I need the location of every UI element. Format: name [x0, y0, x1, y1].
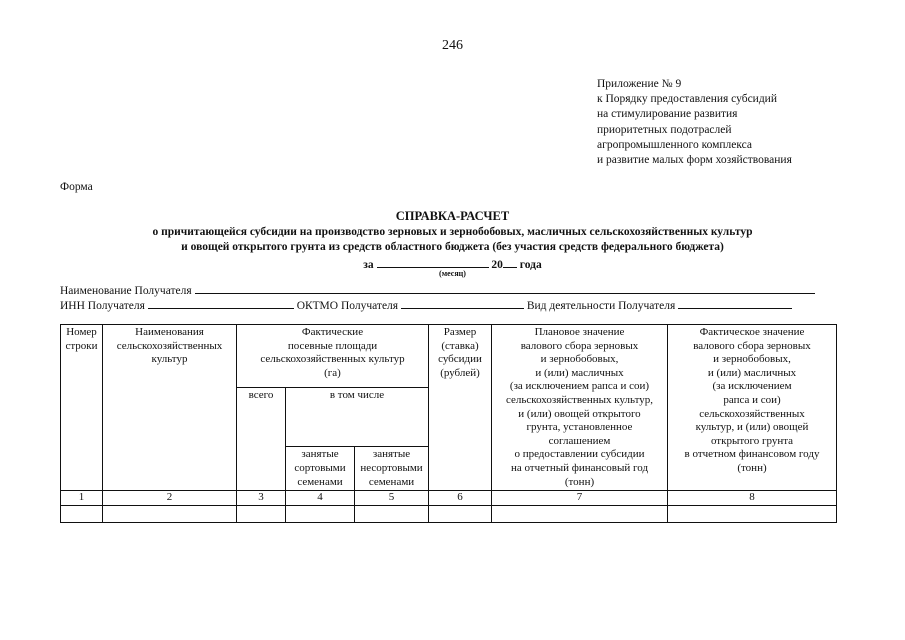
table-cell[interactable] — [286, 506, 355, 523]
header-crop-names: Наименования сельскохозяйственных культур — [103, 325, 237, 491]
column-number: 8 — [668, 491, 837, 506]
appendix-block — [597, 77, 792, 168]
table-cell[interactable] — [103, 506, 237, 523]
title-block — [0, 209, 905, 273]
header-actual-harvest: Фактическое значение валового сбора зерновых и зернобобовых, и (или) масличных (за исключением рапса и сои) сельскохозяйственных культур, и (или) овощей открытого грунта в отчетном финансовом году (тонн) — [668, 325, 837, 491]
column-number: 2 — [103, 491, 237, 506]
table-cell[interactable] — [429, 506, 492, 523]
subsidy-table — [60, 324, 837, 523]
column-number: 3 — [237, 491, 286, 506]
header-sown-area: Фактические посевные площади сельскохозяйственных культур (га) — [237, 325, 429, 388]
table-row — [61, 506, 837, 523]
table-cell[interactable] — [237, 506, 286, 523]
oktmo-label: ОКТМО Получателя — [296, 300, 399, 312]
year-blank[interactable] — [503, 256, 517, 268]
year-suffix: года — [519, 258, 542, 271]
header-including: в том числе — [286, 388, 429, 447]
date-prefix: за — [363, 258, 374, 271]
title-line-2: и овощей открытого грунта из средств областного бюджета (без участия средств федерального бюджета) — [181, 241, 724, 253]
header-planned-harvest: Плановое значение валового сбора зерновых и зернобобовых, и (или) масличных (за исключением рапса и сои) сельскохозяйственных культур, и (или) овощей открытого грунта, установленное соглашением о предоставлении субсидии на отчетный финансовый год (тонн) — [492, 325, 668, 491]
oktmo-blank[interactable] — [401, 297, 524, 309]
appendix-line: и развитие малых форм хозяйствования — [597, 154, 792, 167]
column-number: 7 — [492, 491, 668, 506]
column-number: 1 — [61, 491, 103, 506]
inn-line — [60, 297, 792, 312]
table-cell[interactable] — [355, 506, 429, 523]
appendix-line: к Порядку предоставления субсидий — [597, 93, 777, 106]
table-cell[interactable] — [61, 506, 103, 523]
header-row-number: Номер строки — [61, 325, 103, 491]
header-varietal-seeds: занятые сортовыми семенами — [286, 447, 355, 491]
page-number: 246 — [442, 38, 463, 53]
appendix-line: Приложение № 9 — [597, 78, 682, 90]
form-label: Форма — [60, 181, 93, 193]
title-line-1: о причитающейся субсидии на производство зерновых и зернобобовых, масличных сельскохозяйственных культур — [152, 225, 753, 238]
appendix-line: приоритетных подотраслей — [597, 123, 732, 136]
month-note: (месяц) — [439, 269, 466, 278]
document-title: СПРАВКА-РАСЧЕТ — [395, 209, 510, 223]
table-cell[interactable] — [668, 506, 837, 523]
column-number: 6 — [429, 491, 492, 506]
header-nonvarietal-seeds: занятые несортовыми семенами — [355, 447, 429, 491]
appendix-line: на стимулирование развития — [597, 108, 738, 121]
recipient-name-blank[interactable] — [195, 282, 815, 294]
header-subsidy-rate: Размер (ставка) субсидии (рублей) — [429, 325, 492, 491]
year-prefix: 20 — [491, 258, 503, 271]
header-total: всего — [237, 388, 286, 491]
inn-label: ИНН Получателя — [60, 300, 145, 312]
recipient-name-line — [60, 282, 815, 297]
column-number: 4 — [286, 491, 355, 506]
table-cell[interactable] — [492, 506, 668, 523]
appendix-line: агропромышленного комплекса — [597, 138, 753, 151]
column-number: 5 — [355, 491, 429, 506]
inn-blank[interactable] — [148, 297, 294, 309]
activity-label: Вид деятельности Получателя — [526, 300, 676, 312]
activity-blank[interactable] — [678, 297, 792, 309]
month-blank[interactable] — [377, 256, 489, 268]
recipient-name-label: Наименование Получателя — [60, 285, 192, 297]
column-number-row — [61, 491, 837, 506]
